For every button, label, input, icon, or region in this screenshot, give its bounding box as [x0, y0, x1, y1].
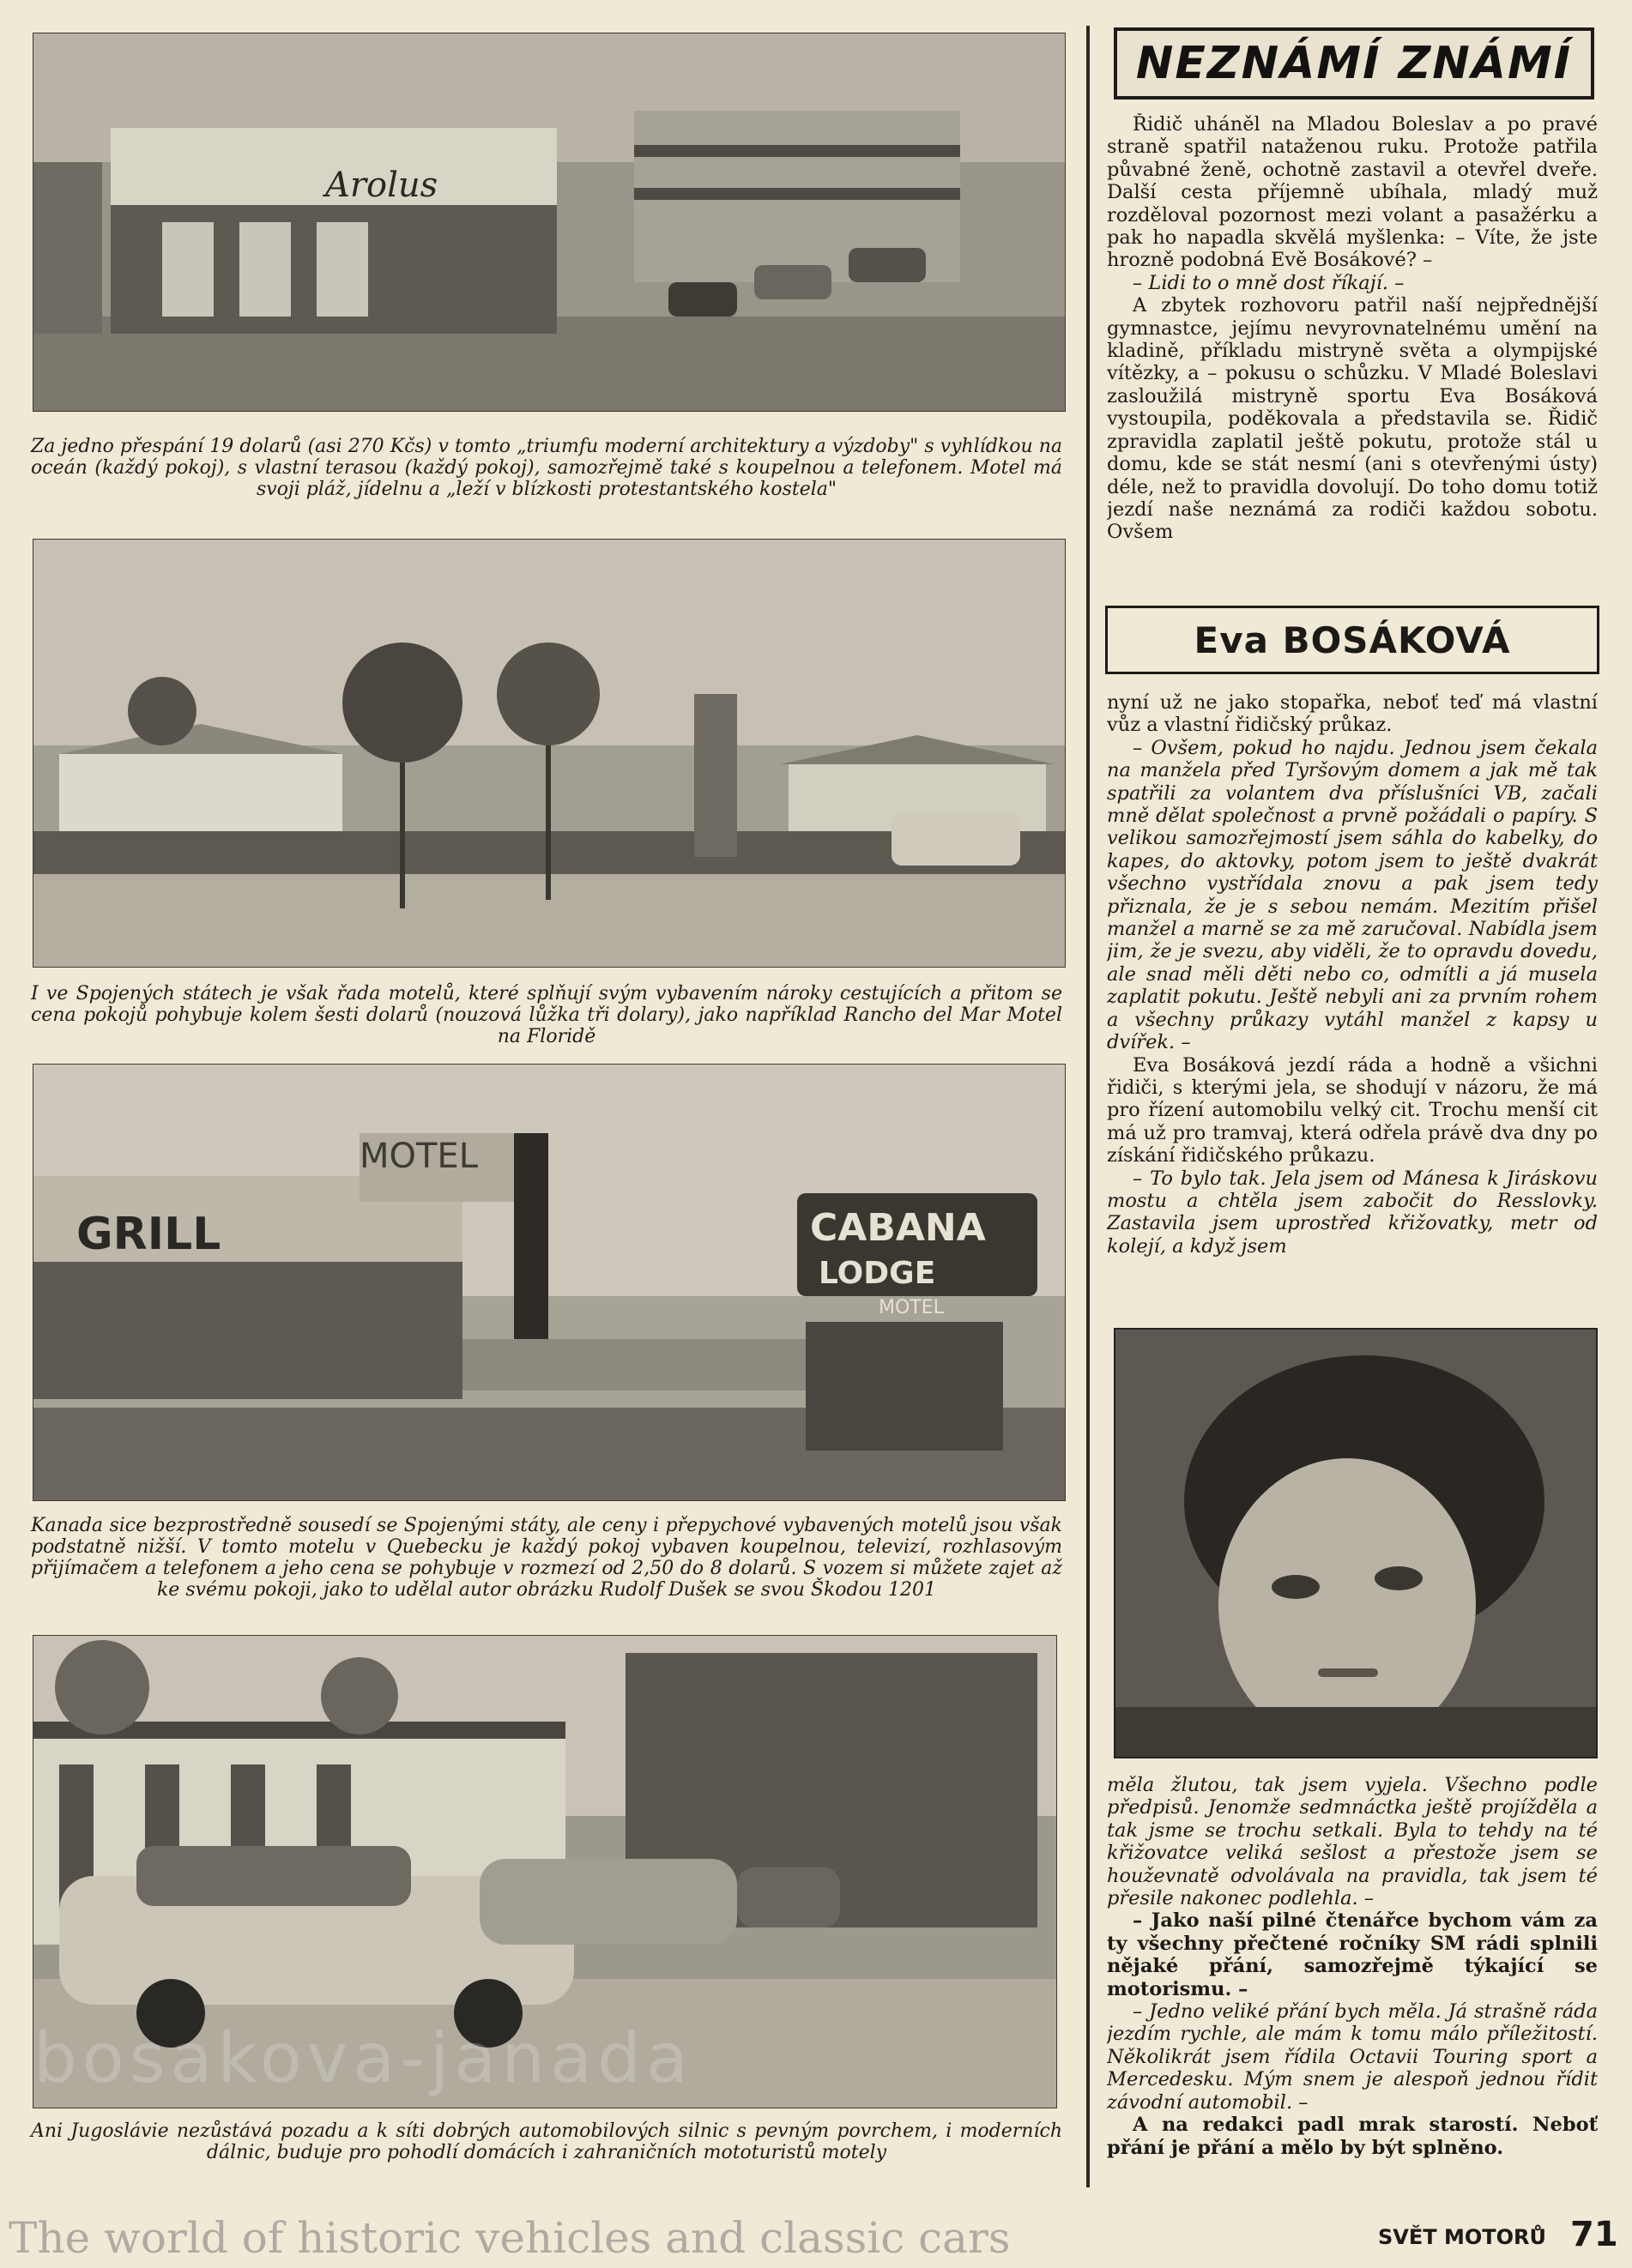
photo-yugoslav-motel [33, 1635, 1057, 2108]
paragraph: nyní už ne jako stopařka, neboť teď má vlastní vůz a vlastní řidičský průkaz. [1107, 691, 1598, 737]
paragraph: A zbytek rozhovoru patřil naší nejpřednější gymnastce, jejímu nevyrovnatelnému umění na kladině, příkladu mistryně světa a olympijské vítězky, a – pokusu o schůzku. V Mladé Boleslavi zasloužilá mistryně sportu Eva Bosáková vystoupila, poděkovala a představila se. Řidič zpravidla zaplatil ještě pokutu, protože stál u domu, kde se stát nesmí (ani s otevřenými ústy) déle, než to pravidla dovolují. Do toho domu totiž jezdí naše neznámá za rodiči každou sobotu. Ovšem [1107, 294, 1598, 544]
motel-sign-small: MOTEL [879, 1297, 944, 1318]
paragraph: – Lidi to o mně dost říkají. – [1133, 271, 1405, 294]
paragraph: měla žlutou, tak jsem vyjela. Všechno podle předpisů. Jenomže sedmnáctka ještě projížděla a tak jsme se trochu setkali. Byla to tehdy na té křižovatce veliká sešlost a přestože jsem se houževnatě odvolávala na pravidla, tak jsem té přesile nakonec podlehla. – [1107, 1774, 1598, 1910]
name-box-title: Eva BOSÁKOVÁ [1194, 618, 1511, 661]
masthead-title: NEZNÁMÍ ZNÁMÍ [1135, 38, 1573, 89]
cabana-sign: CABANA [810, 1206, 986, 1250]
paragraph: – Jako naší pilné čtenářce bychom vám za ty všechny přečtené ročníky SM rádi splnili nějaké přání, samozřejmě týkající se motorismu. – [1107, 1909, 1598, 2000]
magazine-name: SVĚT MOTORŮ [1378, 2225, 1547, 2249]
portrait-photo [1114, 1328, 1598, 1758]
caption-3: Kanada sice bezprostředně sousedí se Spojenými státy, ale ceny i přepychové vybavených motelů jsou však podstatně nižší. V tomto motelu v Quebecku je každý pokoj vybaven koupelnou, televizí, rozhlasovým přijímačem a telefonem a jeho cena se pohybuje v rozmezí od 2,50 do 8 dolarů. S vozem si můžete zajet až ke svému pokoji, jako to udělal autor obrázku Rudolf Dušek se svou Škodou 1201 [31, 1515, 1062, 1601]
page-number: 71 [1570, 2215, 1618, 2254]
paragraph: – Ovšem, pokud ho najdu. Jednou jsem čekala na manžela před Tyršovým domem a jak mě tak spatřili za volantem dva příslušníci VB, začali mně dělat společnost a prvně požádali o papíry. S velikou samozřejmostí jsem sáhla do kabelky, do kapes, do aktovky, potom jsem to ještě dvakrát všechno vystřídala znovu a pak jsem tedy přiznala, že je s sebou nemám. Mezitím přišel manžel a marně se za mě zaručoval. Nabídla jsem jim, že je svezu, aby viděli, že to opravdu dovedu, ale snad měli děti nebo co, odmítli a já musela zaplatit pokutu. Ještě nebyli ani za prvním rohem a všechny průkazy vytáhl manžel z kapsy u dvířek. – [1107, 736, 1598, 1054]
footer-watermark: The world of historic vehicles and classic cars [9, 2213, 1011, 2263]
column-text-part1 [1107, 113, 1598, 583]
paragraph: A na redakci padl mrak starostí. Neboť přání je přání a mělo by být splněno. [1107, 2114, 1598, 2159]
motel-sign: MOTEL [360, 1137, 478, 1176]
caption-2: I ve Spojených státech je však řada motelů, které splňují svým vybavením nároky cestujících a přitom se cena pokojů pohybuje kolem šesti dolarů (nouzová lůžka tři dolary), jako například Rancho del Mar Motel na Floridě [31, 983, 1062, 1047]
site-watermark: bosakova-janada [33, 2018, 693, 2098]
column-divider [1086, 26, 1090, 2187]
column-masthead [1114, 27, 1594, 100]
lodge-sign: LODGE [819, 1256, 936, 1291]
photo-motel-arolus [33, 33, 1066, 412]
column-text-part2 [1107, 691, 1598, 1314]
grill-sign: GRILL [76, 1209, 221, 1260]
caption-4: Ani Jugoslávie nezůstává pozadu a k síti dobrých automobilových silnic s pevným povrchem, i moderních dálnic, buduje pro pohodlí domácích i zahraničních mototuristů motely [31, 2120, 1062, 2163]
caption-1: Za jedno přespání 19 dolarů (asi 270 Kčs) v tomto „triumfu moderní architektury a výzdoby" s vyhlídkou na oceán (každý pokoj), s vlastní terasou (každý pokoj), samozřejmě také s koupelnou a telefonem. Motel má svoji pláž, jídelnu a „leží v blízkosti protestantského kostela" [31, 436, 1062, 500]
paragraph: Eva Bosáková jezdí ráda a hodně a všichni řidiči, s kterými jela, se shodují v názoru, že má pro řízení automobilu velký cit. Trochu menší cit má už pro tramvaj, která odřela právě dva dny po získání řidičského průkazu. [1107, 1053, 1598, 1167]
paragraph: Řidič uháněl na Mladou Boleslav a po pravé straně spatřil nataženou ruku. Protože patřila půvabné ženě, ochotně zastavil a otevřel dveře. Další cesta příjemně ubíhala, mladý muž rozděloval pozornost mezi volant a pasažérku a pak ho napadla skvělá myšlenka: – Víte, že jste hrozně podobná Evě Bosákové? – [1107, 113, 1598, 272]
arolus-sign: Arolus [325, 166, 438, 205]
paragraph: – To bylo tak. Jela jsem od Mánesa k Jiráskovu mostu a chtěla jsem zabočit do Resslovky. Zastavila jsem uprostřed křižovatky, metr od kolejí, a když jsem [1107, 1167, 1598, 1258]
name-box [1105, 606, 1599, 674]
column-text-part3 [1107, 1774, 1598, 2194]
photo-cabana-lodge [33, 1064, 1066, 1501]
paragraph: – Jedno veliké přání bych měla. Já strašně ráda jezdím rychle, ale mám k tomu málo příležitostí. Několikrát jsem řídila Octavii Touring sport a Mercedesku. Mým snem je alespoň jednou řídit závodní automobil. – [1107, 2000, 1598, 2114]
photo-rancho-del-mar [33, 539, 1066, 968]
